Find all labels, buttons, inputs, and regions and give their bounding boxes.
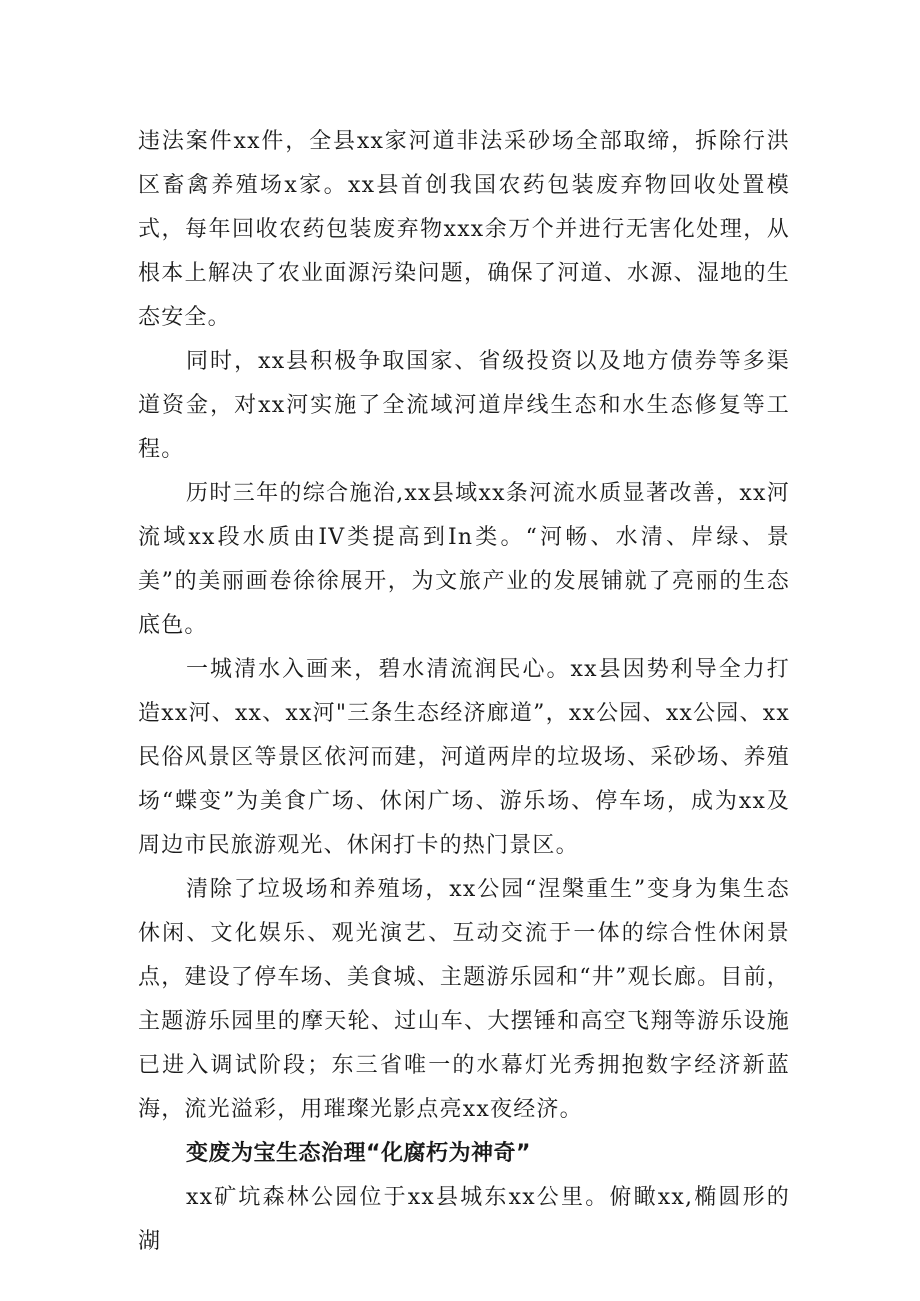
section-heading: 变废为宝生态治理“化腐朽为神奇”	[186, 1141, 531, 1166]
paragraph-1: 违法案件xx件，全县xx家河道非法采砂场全部取缔，拆除行洪区畜禽养殖场x家。xx县首创我国农药包装废弃物回收处置模式，每年回收农药包装废弃物xxx余万个并进行无害化处理，从根本上解决了农业面源污染问题，确保了河道、水源、湿地的生态安全。	[138, 129, 790, 330]
paragraph-final: xx矿坑森林公园位于xx县城东xx公里。俯瞰xx,椭圆形的湖	[138, 1185, 790, 1254]
document-body	[138, 120, 790, 1264]
paragraph-3: 历时三年的综合施治,xx县域xx条河流水质显著改善，xx河流域xx段水质由IV类提高到In类。“河畅、水清、岸绿、景美”的美丽画卷徐徐展开，为文旅产业的发展铺就了亮丽的生态底色。	[138, 481, 790, 638]
paragraph-2: 同时，xx县积极争取国家、省级投资以及地方债券等多渠道资金，对xx河实施了全流域河道岸线生态和水生态修复等工程。	[138, 349, 790, 462]
paragraph-5: 清除了垃圾场和养殖场，xx公园“涅槃重生”变身为集生态休闲、文化娱乐、观光演艺、互动交流于一体的综合性休闲景点，建设了停车场、美食城、主题游乐园和“井”观长廊。目前，主题游乐园里的摩天轮、过山车、大摆锤和高空飞翔等游乐设施已进入调试阶段；东三省唯一的水幕灯光秀拥抱数字经济新蓝海，流光溢彩，用璀璨光影点亮xx夜经济。	[138, 877, 790, 1122]
paragraph-4: 一城清水入画来，碧水清流润民心。xx县因势利导全力打造xx河、xx、xx河"三条生态经济廊道”，xx公园、xx公园、xx民俗风景区等景区依河而建，河道两岸的垃圾场、采砂场、养殖场“蝶变”为美食广场、休闲广场、游乐场、停车场，成为xx及周边市民旅游观光、休闲打卡的热门景区。	[138, 657, 790, 858]
